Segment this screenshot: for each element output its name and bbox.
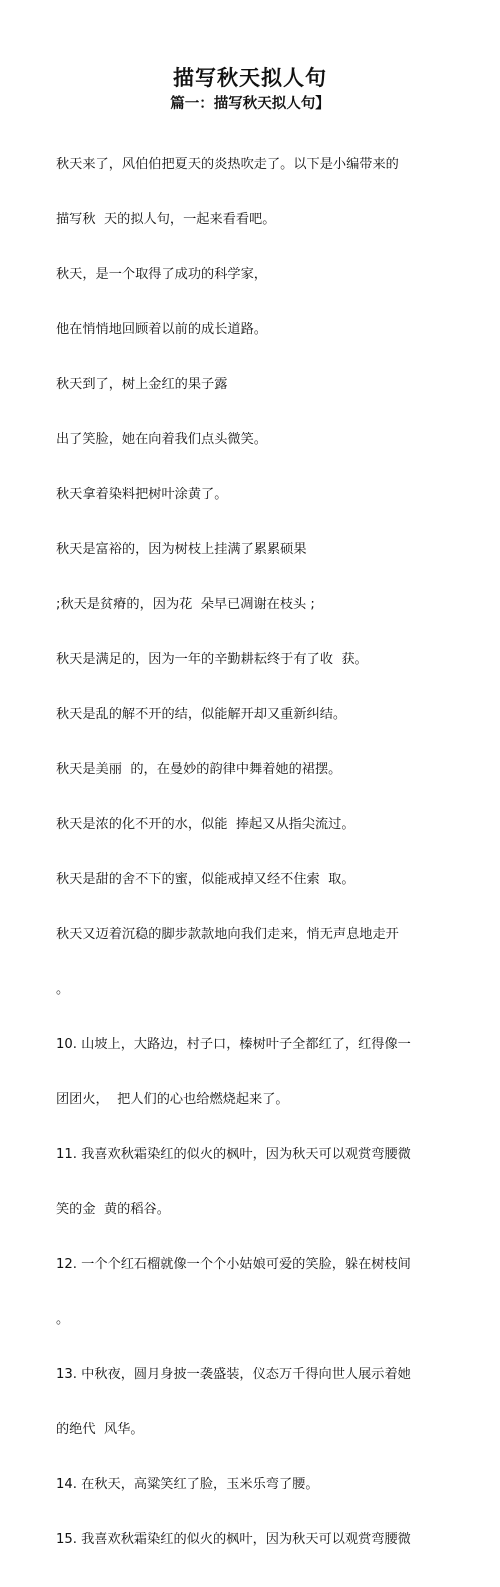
text-line: 秋天是美丽 的，在曼妙的韵律中舞着她的裙摆。 [56, 762, 342, 778]
article-body [56, 119, 492, 1587]
text-line: ;秋天是贫瘠的，因为花 朵早已凋谢在枝头 ; [56, 596, 315, 612]
text-line: 团团火， 把人们的心也给燃烧起来了。 [56, 1092, 289, 1108]
text-line: 。 [56, 1312, 70, 1328]
text-line: 15. 我喜欢秋霜染红的似火的枫叶，因为秋天可以观赏弯腰微 [56, 1532, 411, 1548]
text-line: 秋天是乱的解不开的结，似能解开却又重新纠结。 [56, 707, 347, 722]
text-line: 秋天是甜的舍不下的蜜，似能戒掉又经不住索 取。 [56, 872, 355, 888]
section-heading: 篇一：描写秋天拟人句】 [170, 96, 330, 112]
text-line: 秋天是富裕的，因为树枝上挂满了累累硕果 [56, 541, 307, 557]
text-line: 12. 一个个红石榴就像一个个小姑娘可爱的笑脸，躲在树枝间 [56, 1257, 411, 1273]
text-line: 描写秋 天的拟人句，一起来看看吧。 [56, 211, 276, 227]
text-line: 秋天到了，树上金红的果子露 [56, 376, 228, 392]
text-line: 14. 在秋天，高粱笑红了脸，玉米乐弯了腰。 [56, 1477, 319, 1493]
text-line: 11. 我喜欢秋霜染红的似火的枫叶，因为秋天可以观赏弯腰微 [56, 1147, 411, 1163]
text-line: 的绝代 风华。 [56, 1422, 144, 1438]
text-line: 10. 山坡上，大路边，村子口，榛树叶子全都红了，红得像一 [56, 1037, 411, 1053]
text-line: 秋天来了，风伯伯把夏天的炎热吹走了。以下是小编带来的 [56, 156, 399, 172]
text-line: 出了笑脸，她在向着我们点头微笑。 [56, 431, 267, 447]
text-line: 秋天又迈着沉稳的脚步款款地向我们走来，悄无声息地走开 [56, 927, 399, 943]
text-line: 秋天，是一个取得了成功的科学家， [56, 266, 267, 282]
text-line: 。 [56, 982, 70, 998]
text-line: 13. 中秋夜，圆月身披一袭盛装，仪态万千得向世人展示着她 [56, 1367, 411, 1383]
text-line: 秋天是浓的化不开的水，似能 捧起又从指尖流过。 [56, 817, 355, 833]
text-line: 笑的金 黄的稻谷。 [56, 1202, 170, 1218]
text-line: 秋天拿着染料把树叶涂黄了。 [56, 486, 228, 502]
text-line: 他在悄悄地回顾着以前的成长道路。 [56, 321, 267, 337]
text-line: 秋天是满足的，因为一年的辛勤耕耘终于有了收 获。 [56, 651, 368, 667]
page-title: 描写秋天拟人句 [173, 66, 327, 90]
